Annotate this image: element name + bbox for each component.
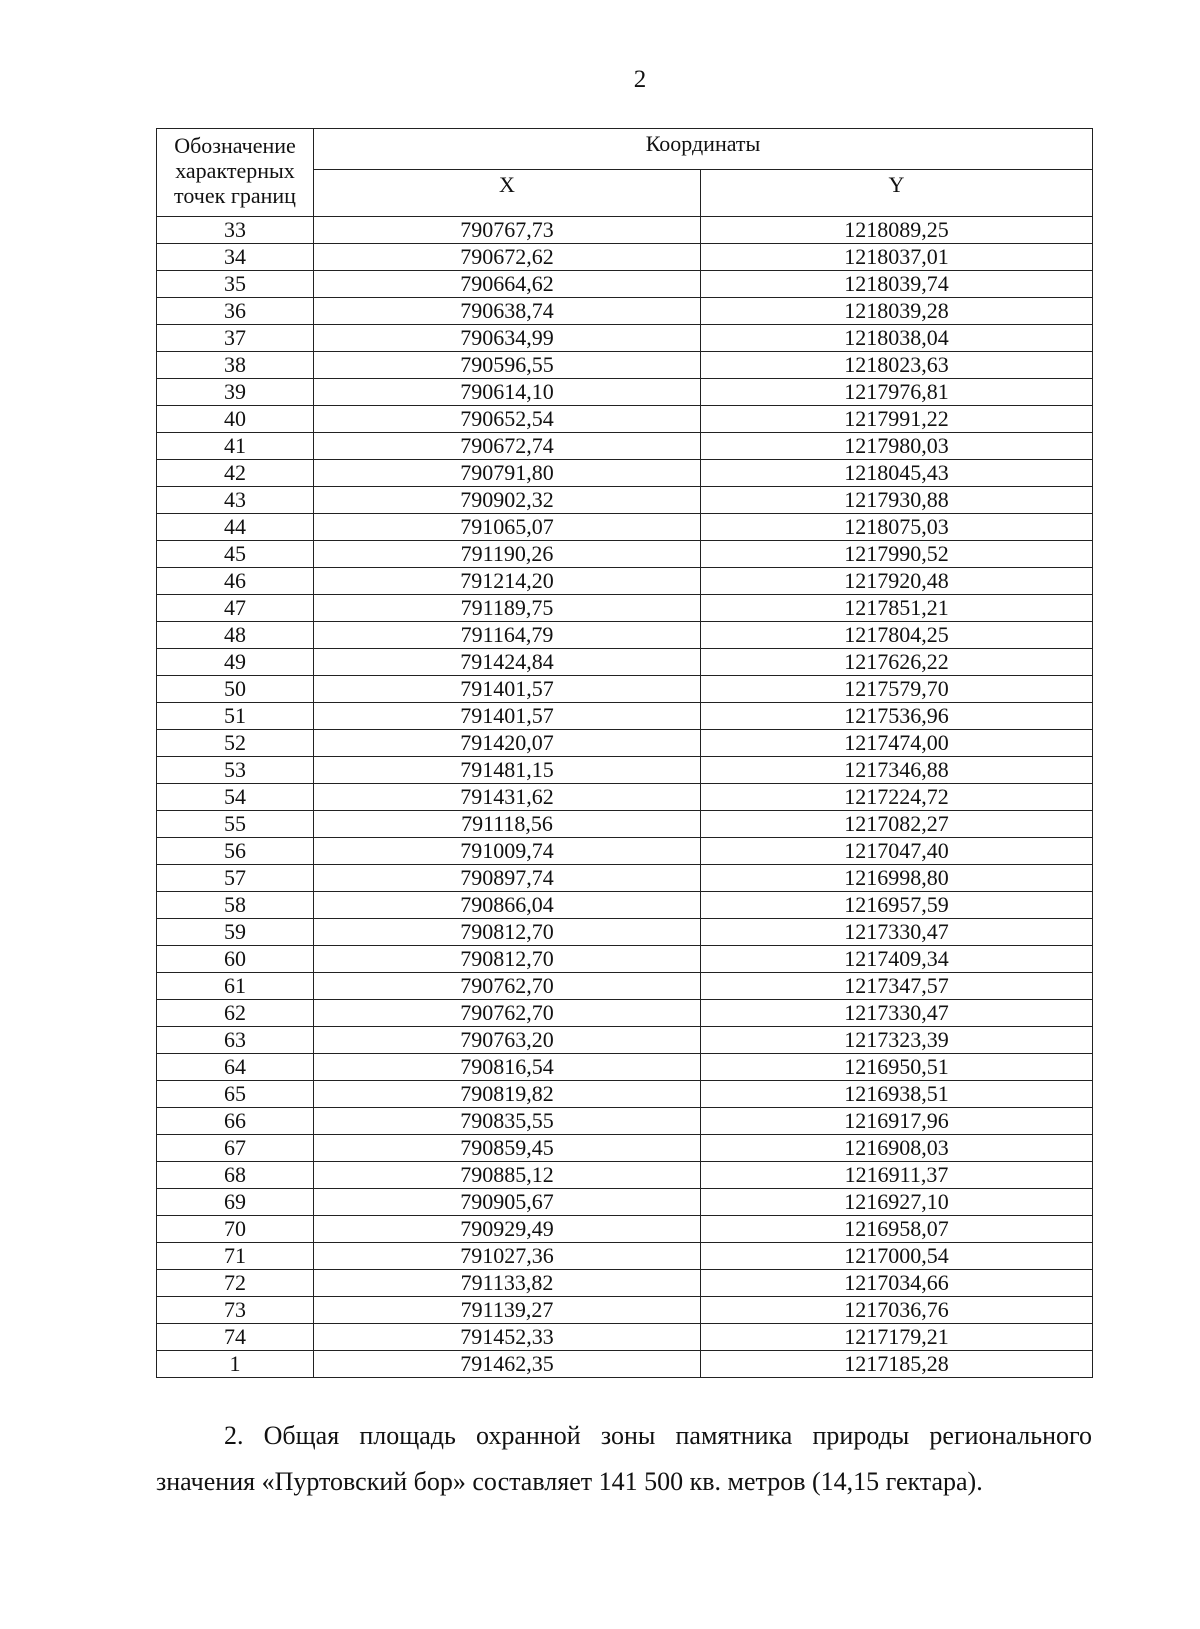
table-row xyxy=(157,514,1093,541)
cell-x: 790634,99 xyxy=(314,325,701,352)
table-row xyxy=(157,622,1093,649)
cell-x: 791164,79 xyxy=(314,622,701,649)
table-row xyxy=(157,649,1093,676)
cell-x: 790816,54 xyxy=(314,1054,701,1081)
cell-x: 790762,70 xyxy=(314,973,701,1000)
cell-point: 74 xyxy=(157,1324,314,1351)
cell-y: 1216998,80 xyxy=(701,865,1093,892)
cell-point: 51 xyxy=(157,703,314,730)
summary-text: 2. Общая площадь охранной зоны памятника природы регионального значения «Пуртовский бор» составляет 141 500 кв. метров (14,15 гектара). xyxy=(156,1421,1092,1496)
cell-y: 1217474,00 xyxy=(701,730,1093,757)
cell-point: 37 xyxy=(157,325,314,352)
cell-y: 1217185,28 xyxy=(701,1351,1093,1378)
cell-point: 58 xyxy=(157,892,314,919)
table-row xyxy=(157,730,1093,757)
cell-y: 1216950,51 xyxy=(701,1054,1093,1081)
table-row xyxy=(157,1270,1093,1297)
table-row xyxy=(157,379,1093,406)
cell-point: 57 xyxy=(157,865,314,892)
cell-y: 1216908,03 xyxy=(701,1135,1093,1162)
cell-point: 59 xyxy=(157,919,314,946)
table-row xyxy=(157,1081,1093,1108)
table-row xyxy=(157,1243,1093,1270)
cell-y: 1217000,54 xyxy=(701,1243,1093,1270)
cell-y: 1218039,74 xyxy=(701,271,1093,298)
cell-y: 1218075,03 xyxy=(701,514,1093,541)
table-row xyxy=(157,1324,1093,1351)
table-row xyxy=(157,973,1093,1000)
cell-point: 64 xyxy=(157,1054,314,1081)
cell-x: 791462,35 xyxy=(314,1351,701,1378)
table-row xyxy=(157,460,1093,487)
table-row xyxy=(157,1108,1093,1135)
cell-point: 48 xyxy=(157,622,314,649)
cell-x: 790812,70 xyxy=(314,919,701,946)
cell-x: 790652,54 xyxy=(314,406,701,433)
cell-x: 790859,45 xyxy=(314,1135,701,1162)
cell-y: 1217930,88 xyxy=(701,487,1093,514)
cell-y: 1217330,47 xyxy=(701,919,1093,946)
cell-x: 790664,62 xyxy=(314,271,701,298)
cell-y: 1217034,66 xyxy=(701,1270,1093,1297)
cell-point: 33 xyxy=(157,217,314,244)
cell-y: 1216938,51 xyxy=(701,1081,1093,1108)
cell-point: 63 xyxy=(157,1027,314,1054)
cell-point: 43 xyxy=(157,487,314,514)
cell-x: 790835,55 xyxy=(314,1108,701,1135)
cell-y: 1217346,88 xyxy=(701,757,1093,784)
table-row xyxy=(157,946,1093,973)
table-row xyxy=(157,352,1093,379)
cell-point: 73 xyxy=(157,1297,314,1324)
cell-x: 790596,55 xyxy=(314,352,701,379)
cell-x: 790672,74 xyxy=(314,433,701,460)
cell-y: 1218038,04 xyxy=(701,325,1093,352)
cell-point: 36 xyxy=(157,298,314,325)
cell-point: 39 xyxy=(157,379,314,406)
cell-point: 72 xyxy=(157,1270,314,1297)
table-row xyxy=(157,838,1093,865)
header-x: X xyxy=(314,170,701,217)
table-row xyxy=(157,298,1093,325)
cell-y: 1217323,39 xyxy=(701,1027,1093,1054)
coordinates-table xyxy=(156,128,1093,1378)
cell-x: 790763,20 xyxy=(314,1027,701,1054)
cell-x: 791009,74 xyxy=(314,838,701,865)
cell-y: 1218037,01 xyxy=(701,244,1093,271)
table-row xyxy=(157,1216,1093,1243)
cell-x: 791431,62 xyxy=(314,784,701,811)
cell-point: 49 xyxy=(157,649,314,676)
cell-point: 42 xyxy=(157,460,314,487)
table-row xyxy=(157,892,1093,919)
table-row xyxy=(157,1297,1093,1324)
cell-x: 790929,49 xyxy=(314,1216,701,1243)
cell-x: 791401,57 xyxy=(314,703,701,730)
cell-x: 791189,75 xyxy=(314,595,701,622)
cell-x: 790614,10 xyxy=(314,379,701,406)
table-row xyxy=(157,1162,1093,1189)
cell-x: 791452,33 xyxy=(314,1324,701,1351)
cell-point: 62 xyxy=(157,1000,314,1027)
table-row xyxy=(157,541,1093,568)
table-row xyxy=(157,919,1093,946)
header-coordinates: Координаты xyxy=(314,129,1093,170)
page-number: 2 xyxy=(633,66,647,93)
table-row xyxy=(157,271,1093,298)
cell-y: 1216927,10 xyxy=(701,1189,1093,1216)
cell-point: 38 xyxy=(157,352,314,379)
cell-point: 60 xyxy=(157,946,314,973)
table-row xyxy=(157,676,1093,703)
table-row xyxy=(157,1135,1093,1162)
cell-y: 1217980,03 xyxy=(701,433,1093,460)
header-y: Y xyxy=(701,170,1093,217)
cell-x: 790791,80 xyxy=(314,460,701,487)
cell-y: 1217579,70 xyxy=(701,676,1093,703)
cell-point: 70 xyxy=(157,1216,314,1243)
table-row xyxy=(157,1054,1093,1081)
table-row xyxy=(157,595,1093,622)
cell-point: 35 xyxy=(157,271,314,298)
cell-x: 791481,15 xyxy=(314,757,701,784)
table-row xyxy=(157,217,1093,244)
cell-y: 1216917,96 xyxy=(701,1108,1093,1135)
table-body xyxy=(157,217,1093,1378)
cell-point: 68 xyxy=(157,1162,314,1189)
cell-x: 790762,70 xyxy=(314,1000,701,1027)
cell-point: 54 xyxy=(157,784,314,811)
cell-x: 791214,20 xyxy=(314,568,701,595)
cell-y: 1217330,47 xyxy=(701,1000,1093,1027)
cell-x: 791401,57 xyxy=(314,676,701,703)
cell-x: 791139,27 xyxy=(314,1297,701,1324)
cell-point: 52 xyxy=(157,730,314,757)
cell-point: 41 xyxy=(157,433,314,460)
cell-y: 1218039,28 xyxy=(701,298,1093,325)
cell-point: 50 xyxy=(157,676,314,703)
cell-x: 791065,07 xyxy=(314,514,701,541)
table-row xyxy=(157,757,1093,784)
summary-paragraph xyxy=(156,1413,1092,1505)
table-row xyxy=(157,568,1093,595)
cell-y: 1217347,57 xyxy=(701,973,1093,1000)
cell-x: 791118,56 xyxy=(314,811,701,838)
cell-x: 790866,04 xyxy=(314,892,701,919)
cell-y: 1217991,22 xyxy=(701,406,1093,433)
cell-x: 791133,82 xyxy=(314,1270,701,1297)
cell-y: 1217804,25 xyxy=(701,622,1093,649)
cell-y: 1217990,52 xyxy=(701,541,1093,568)
cell-y: 1218089,25 xyxy=(701,217,1093,244)
cell-y: 1217082,27 xyxy=(701,811,1093,838)
table-row xyxy=(157,433,1093,460)
cell-point: 67 xyxy=(157,1135,314,1162)
cell-x: 790638,74 xyxy=(314,298,701,325)
cell-point: 71 xyxy=(157,1243,314,1270)
table-row xyxy=(157,487,1093,514)
cell-x: 790902,32 xyxy=(314,487,701,514)
cell-point: 34 xyxy=(157,244,314,271)
cell-point: 45 xyxy=(157,541,314,568)
cell-x: 790885,12 xyxy=(314,1162,701,1189)
cell-y: 1217036,76 xyxy=(701,1297,1093,1324)
cell-y: 1218045,43 xyxy=(701,460,1093,487)
cell-point: 53 xyxy=(157,757,314,784)
table-row xyxy=(157,1027,1093,1054)
cell-y: 1217047,40 xyxy=(701,838,1093,865)
cell-point: 66 xyxy=(157,1108,314,1135)
cell-x: 791027,36 xyxy=(314,1243,701,1270)
table-row xyxy=(157,244,1093,271)
cell-point: 56 xyxy=(157,838,314,865)
table-row xyxy=(157,784,1093,811)
cell-y: 1217536,96 xyxy=(701,703,1093,730)
table-row xyxy=(157,1189,1093,1216)
cell-y: 1216911,37 xyxy=(701,1162,1093,1189)
cell-y: 1218023,63 xyxy=(701,352,1093,379)
cell-point: 46 xyxy=(157,568,314,595)
cell-y: 1216958,07 xyxy=(701,1216,1093,1243)
table-row xyxy=(157,703,1093,730)
cell-x: 791420,07 xyxy=(314,730,701,757)
cell-y: 1217976,81 xyxy=(701,379,1093,406)
cell-y: 1217224,72 xyxy=(701,784,1093,811)
table-row xyxy=(157,406,1093,433)
cell-x: 790905,67 xyxy=(314,1189,701,1216)
cell-y: 1217851,21 xyxy=(701,595,1093,622)
cell-y: 1217626,22 xyxy=(701,649,1093,676)
cell-x: 790819,82 xyxy=(314,1081,701,1108)
cell-y: 1217409,34 xyxy=(701,946,1093,973)
cell-x: 791424,84 xyxy=(314,649,701,676)
table-row xyxy=(157,1000,1093,1027)
cell-point: 40 xyxy=(157,406,314,433)
cell-point: 47 xyxy=(157,595,314,622)
cell-point: 44 xyxy=(157,514,314,541)
table-row xyxy=(157,325,1093,352)
cell-y: 1216957,59 xyxy=(701,892,1093,919)
header-point-designation: Обозначение характерных точек границ xyxy=(157,129,314,217)
cell-x: 790767,73 xyxy=(314,217,701,244)
cell-point: 65 xyxy=(157,1081,314,1108)
table-row xyxy=(157,811,1093,838)
cell-x: 790812,70 xyxy=(314,946,701,973)
table-row xyxy=(157,1351,1093,1378)
cell-x: 791190,26 xyxy=(314,541,701,568)
cell-y: 1217179,21 xyxy=(701,1324,1093,1351)
cell-x: 790672,62 xyxy=(314,244,701,271)
table-row xyxy=(157,865,1093,892)
cell-point: 61 xyxy=(157,973,314,1000)
cell-y: 1217920,48 xyxy=(701,568,1093,595)
cell-point: 1 xyxy=(157,1351,314,1378)
cell-x: 790897,74 xyxy=(314,865,701,892)
cell-point: 55 xyxy=(157,811,314,838)
cell-point: 69 xyxy=(157,1189,314,1216)
